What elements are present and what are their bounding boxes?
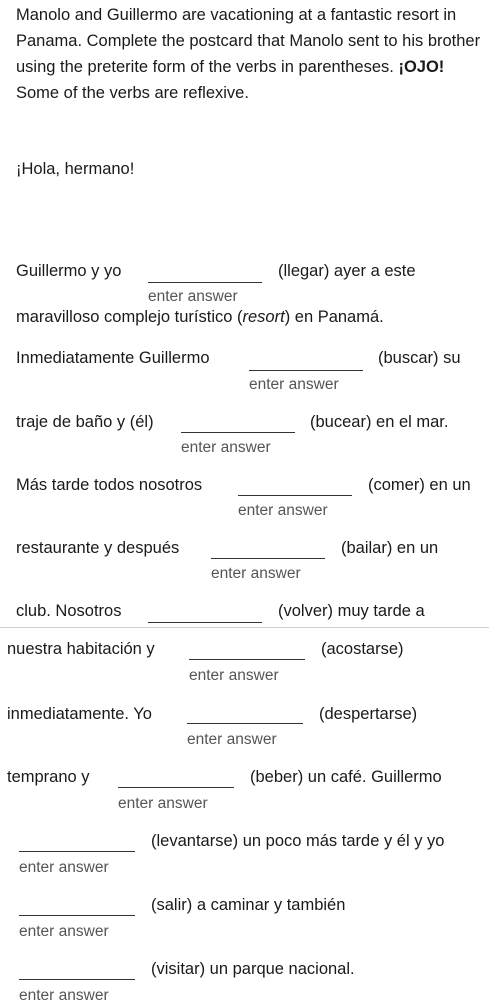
verb-cue: (volver) muy tarde a [278,602,425,620]
instructions-text-after: Some of the verbs are reflexive. [16,84,249,102]
answer-placeholder[interactable]: enter answer [19,859,109,876]
verb-cue: (beber) un café. Guillermo [250,768,442,786]
verb-cue: (visitar) un parque nacional. [151,960,355,978]
instructions-text: Manolo and Guillermo are vacationing at a fantastic resort in Panama. Complete the postcard that Manolo sent to his brother using the preterite form of the verbs in parentheses. [16,6,481,76]
answer-blank-comer[interactable] [238,495,352,496]
answer-placeholder[interactable]: enter answer [19,923,109,940]
answer-blank-llegar[interactable] [148,282,262,283]
sentence-fragment: Más tarde todos nosotros [16,476,203,494]
verb-cue: (levantarse) un poco más tarde y él y yo [151,832,445,850]
answer-blank-volver[interactable] [148,622,262,623]
resort-italic: resort [242,308,285,326]
answer-placeholder[interactable]: enter answer [148,288,238,305]
answer-placeholder[interactable]: enter answer [238,502,328,519]
verb-cue: (salir) a caminar y también [151,896,346,914]
verb-cue: (llegar) ayer a este [278,262,416,280]
verb-cue: (bailar) en un [341,539,439,557]
sentence-fragment: club. Nosotros [16,602,122,620]
answer-blank-beber[interactable] [118,787,234,788]
verb-cue: (acostarse) [321,640,404,658]
answer-blank-levantarse[interactable] [19,851,135,852]
answer-placeholder[interactable]: enter answer [181,439,271,456]
answer-blank-despertarse[interactable] [187,723,303,724]
greeting: ¡Hola, hermano! [16,160,135,178]
verb-cue: (bucear) en el mar. [310,413,449,431]
answer-placeholder[interactable]: enter answer [118,795,208,812]
sentence-fragment: Inmediatamente Guillermo [16,349,210,367]
sentence-fragment: Guillermo y yo [16,262,122,280]
sentence-fragment: temprano y [7,768,90,786]
answer-blank-salir[interactable] [19,915,135,916]
answer-blank-acostarse[interactable] [189,659,305,660]
sentence-fragment: restaurante y después [16,539,180,557]
answer-placeholder[interactable]: enter answer [19,987,109,1004]
answer-placeholder[interactable]: enter answer [187,731,277,748]
answer-placeholder[interactable]: enter answer [249,376,339,393]
sentence-fragment: nuestra habitación y [7,640,155,658]
instructions [16,2,486,106]
ojo-label: ¡OJO! [398,58,445,76]
sentence-fragment: inmediatamente. Yo [7,705,152,723]
verb-cue: (buscar) su [378,349,461,367]
verb-cue: (despertarse) [319,705,418,723]
answer-placeholder[interactable]: enter answer [189,667,279,684]
answer-blank-bailar[interactable] [211,558,325,559]
answer-blank-bucear[interactable] [181,432,295,433]
sentence-fragment: traje de baño y (él) [16,413,154,431]
sentence-line: maravilloso complejo turístico (resort) en Panamá. [16,308,384,326]
answer-blank-visitar[interactable] [19,979,135,980]
answer-placeholder[interactable]: enter answer [211,565,301,582]
answer-blank-buscar[interactable] [249,370,363,371]
section-divider [0,627,489,628]
verb-cue: (comer) en un [368,476,471,494]
